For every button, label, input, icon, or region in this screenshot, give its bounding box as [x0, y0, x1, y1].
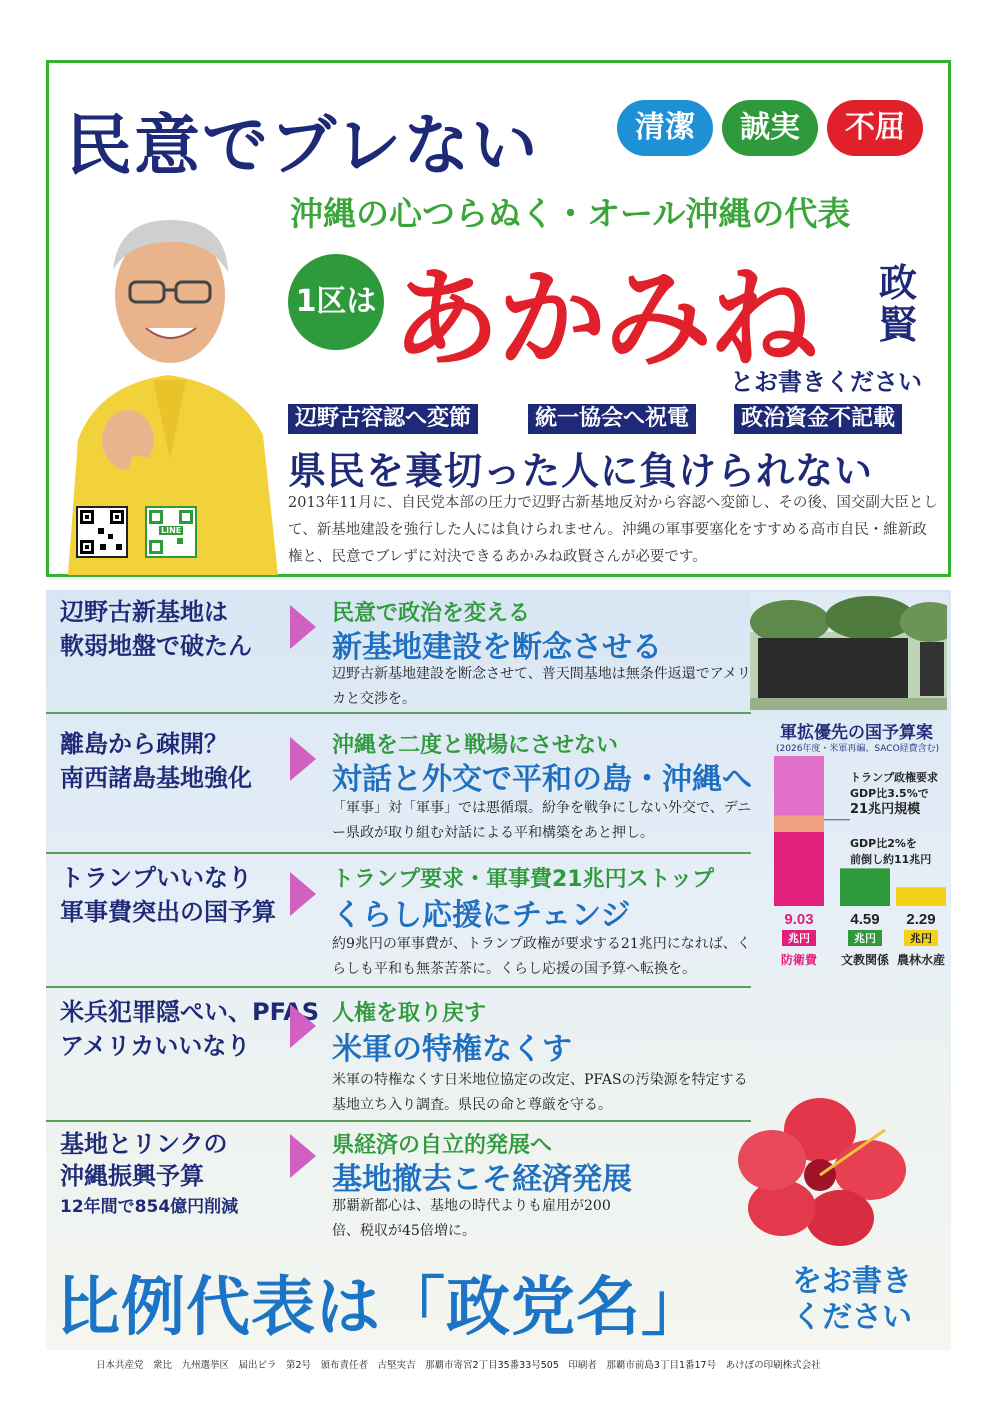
row2-problem-line2: 南西諸島基地強化	[60, 764, 252, 792]
annotation-trump-line3: 21兆円規模	[850, 802, 921, 817]
betray-headline: 県民を裏切った人に負けられない	[288, 449, 874, 493]
category-label-防衛費: 防衛費	[780, 953, 818, 967]
annotation-gdp2-line1: GDP比2%を	[850, 837, 917, 850]
row5-desc: 那覇新都心は、基地の時代よりも雇用が200倍、税収が45倍増に。	[332, 1198, 611, 1239]
row2-sub: 沖縄を二度と戦場にさせない	[332, 733, 619, 758]
row5-main: 基地撤去こそ経済発展	[332, 1162, 632, 1197]
row3-problem-line1: トランプいいなり	[60, 864, 252, 892]
badge-indomitable: 不屈	[827, 100, 923, 156]
chart-title: 軍拡優先の国予算案	[780, 723, 933, 743]
headline: 民意でブレない	[66, 106, 540, 184]
row5-problem-line2: 沖縄振興予算	[60, 1162, 204, 1190]
tag-unification: 統一協会へ祝電	[528, 404, 696, 434]
row1-problem-line2: 軟弱地盤で破たん	[60, 632, 252, 660]
proportional-tail-line2: ください	[792, 1300, 912, 1335]
qr-code-line[interactable]	[145, 506, 197, 558]
row1-problem-line1: 辺野古新基地は	[60, 598, 228, 626]
bar-農林水産	[896, 887, 946, 906]
proportional-tail	[792, 1264, 962, 1336]
annotation-gdp2-line2: 前倒し約11兆円	[850, 853, 932, 866]
row4-main: 米軍の特権なくす	[332, 1032, 572, 1067]
row2-desc: 「軍事」対「軍事」では悪循環。紛争を戦争にしない外交で、デニー県政が取り組む対話による平和構築をあと押し。	[332, 800, 752, 841]
row4-desc: 米軍の特権なくす日米地位協定の改定、PFASの汚染源を特定する基地立ち入り調査。県民の命と尊厳を守る。	[332, 1072, 748, 1113]
bar-文教関係	[840, 868, 890, 906]
chart-subtitle: (2026年度・米軍再編、SACO経費含む)	[776, 744, 940, 754]
annotation-trump-line1: トランプ政権要求	[850, 771, 938, 784]
row1-arrow-icon	[290, 605, 316, 649]
badge-clean: 清潔	[617, 100, 713, 156]
unit-label: 兆円	[854, 932, 876, 945]
qr-code-web[interactable]	[76, 506, 128, 558]
bar-projection-35pct	[774, 756, 824, 816]
intro-paragraph: 2013年11月に、自民党本部の圧力で辺野古新基地反対から容認へ変節し、その後、国交副大臣として、新基地建設を強行した人には負けられません。沖縄の軍事要塞化をすすめる高市自民・維新政権と、民意でブレずに対決できるあかみね政賢さんが必要です。	[288, 495, 938, 565]
district-circle: 1区は	[288, 254, 384, 350]
value-label-農林水産: 2.29	[906, 911, 936, 928]
row-divider	[46, 1120, 751, 1122]
annotation-trump	[850, 770, 938, 818]
row4-problem-line2: アメリカいいなり	[60, 1032, 251, 1060]
hibiscus-flower	[720, 1090, 920, 1250]
bar-projection-2pct	[774, 816, 824, 832]
write-instruction: とお書きください	[730, 368, 922, 396]
candidate-name: あかみね	[392, 257, 817, 382]
annotation-gdp2	[850, 836, 931, 868]
row5-problem-line1: 基地とリンクの	[60, 1130, 228, 1158]
row1-main: 新基地建設を断念させる	[332, 630, 662, 665]
row3-arrow-icon	[290, 872, 316, 916]
annotation-trump-line2: GDP比3.5%で	[850, 787, 929, 800]
category-label-農林水産: 農林水産	[896, 953, 946, 967]
row4-arrow-icon	[290, 1004, 316, 1048]
badge-sincere: 誠実	[722, 100, 818, 156]
proportional-tail-line1: をお書き	[792, 1264, 912, 1299]
row2-problem-line1: 離島から疎開？	[60, 730, 228, 758]
row3-problem-line2: 軍事費突出の国予算	[60, 898, 276, 926]
imprint-footer: 日本共産党 衆比 九州選挙区 届出ビラ 第2号 頒布責任者 古堅実吉 那覇市寄宮2丁目35番33号505 印刷者 那覇市前島3丁目1番17号 あけぼの印刷株式会社	[96, 1360, 821, 1371]
row2-main: 対話と外交で平和の島・沖縄へ	[332, 762, 752, 797]
candidate-given-name: 政賢	[878, 261, 917, 347]
row4-problem-line1: 米兵犯罪隠ぺい、PFAS	[60, 998, 320, 1026]
row-divider	[46, 852, 751, 854]
row-divider	[46, 986, 751, 988]
proportional-banner: 比例代表は「政党名」	[56, 1271, 706, 1345]
row3-sub: トランプ要求・軍事費21兆円ストップ	[332, 867, 714, 892]
row2-arrow-icon	[290, 737, 316, 781]
subtitle: 沖縄の心つらぬく・オール沖縄の代表	[290, 194, 851, 233]
row1-sub: 民意で政治を変える	[332, 601, 531, 626]
row5-problem-note: 12年間で854億円削減	[60, 1197, 239, 1217]
value-label-防衛費: 9.03	[784, 911, 814, 928]
row5-arrow-icon	[290, 1134, 316, 1178]
line-label: LINE	[161, 526, 182, 535]
tag-henoko: 辺野古容認へ変節	[288, 404, 478, 434]
bar-防衛費	[774, 832, 824, 906]
row3-desc: 約9兆円の軍事費が、トランプ政権が要求する21兆円になれば、くらしも平和も無茶苦茶に。くらし応援の国予算へ転換を。	[332, 936, 751, 977]
unit-label: 兆円	[910, 932, 932, 945]
value-label-文教関係: 4.59	[850, 911, 880, 928]
row3-main: くらし応援にチェンジ	[332, 898, 631, 933]
row1-desc: 辺野古新基地建設を断念させて、普天間基地は無条件返還でアメリカと交渉を。	[332, 666, 751, 707]
unit-label: 兆円	[788, 932, 810, 945]
tag-funds: 政治資金不記載	[734, 404, 902, 434]
memorial-photo	[750, 592, 947, 710]
row5-sub: 県経済の自立的発展へ	[332, 1133, 553, 1158]
row-divider	[46, 712, 751, 714]
row4-sub: 人権を取り戻す	[332, 1001, 487, 1026]
category-label-文教関係: 文教関係	[840, 953, 890, 967]
